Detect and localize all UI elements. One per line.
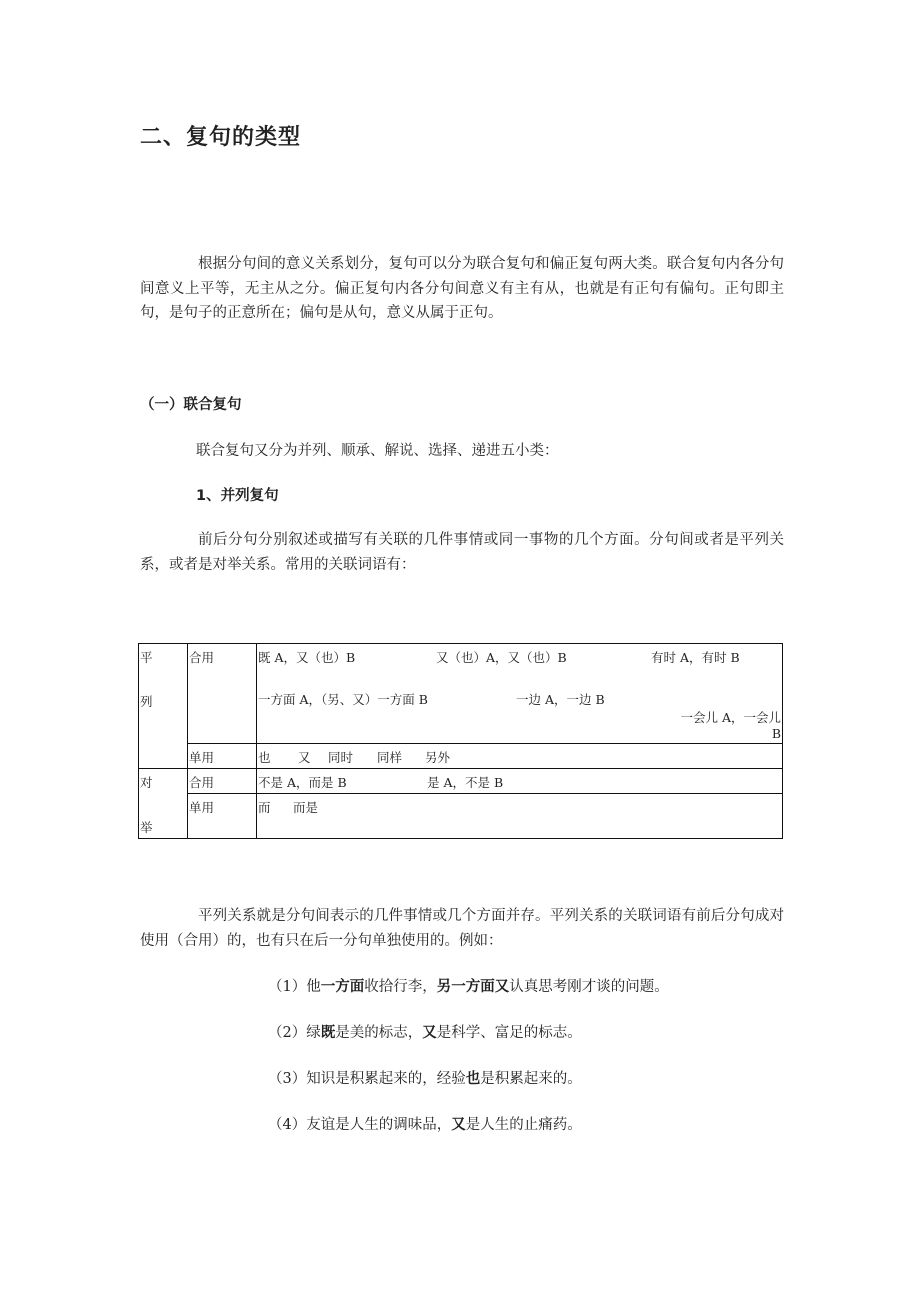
conjunction-pair: 不是 A，而是 B <box>258 775 347 790</box>
example-keyword: 另一方面又 <box>436 979 510 995</box>
usage-cell: 单用 <box>188 744 257 769</box>
example-number: （3） <box>268 1071 307 1087</box>
conjunction-pair: 既 A，又（也）B <box>258 650 356 665</box>
section-heading-joint-compound: （一）联合复句 <box>140 397 242 413</box>
category-cell-contrast <box>139 769 188 839</box>
example-text: 知识是积累起来的，经验 <box>306 1071 466 1087</box>
conjunctions-cell <box>257 644 783 744</box>
conjunction-word: 而 <box>258 800 271 815</box>
example-text: 他 <box>306 979 321 995</box>
conjunctions-cell <box>257 769 783 794</box>
usage-cell: 合用 <box>188 769 257 794</box>
subsection-heading-parallel: 1、并列复句 <box>196 488 279 504</box>
category-label-bottom: 列 <box>140 694 153 709</box>
example-text: 是人生的止痛药。 <box>465 1117 582 1133</box>
conjunction-pair: 一边 A，一边 B <box>516 692 605 707</box>
conjunction-line <box>258 690 781 741</box>
example-sentence-2 <box>268 1021 582 1042</box>
conjunction-word: 另外 <box>425 750 451 765</box>
category-label-top: 平 <box>140 650 153 665</box>
usage-cell: 合用 <box>188 644 257 744</box>
conjunction-line <box>258 748 781 766</box>
category-label-top: 对 <box>140 775 153 790</box>
example-text: 认真思考刚才谈的问题。 <box>509 979 669 995</box>
conjunction-pair: 有时 A，有时 B <box>651 650 740 665</box>
conjunction-table <box>138 643 783 839</box>
intro-paragraph: 根据分句间的意义关系划分，复句可以分为联合复句和偏正复句两大类。联合复句内各分句间意义上平等，无主从之分。偏正复句内各分句间意义有主有从，也就是有正句有偏句。正句即主句，是句子的正意所在；偏句是从句，意义从属于正句。 <box>140 256 784 321</box>
conjunction-word: 又 <box>298 750 311 765</box>
explanation-paragraph: 平列关系就是分句间表示的几件事情或几个方面并存。平列关系的关联词语有前后分句成对使用（合用）的，也有只在后一分句单独使用的。例如： <box>140 908 784 949</box>
example-keyword: 既 <box>320 1025 336 1041</box>
conjunction-pair: 又（也）A，又（也）B <box>436 650 567 665</box>
conjunction-line <box>258 798 781 816</box>
conjunction-line <box>258 648 781 690</box>
example-text: 友谊是人生的调味品， <box>306 1117 452 1133</box>
conjunction-word: 而是 <box>293 800 319 815</box>
example-text: 是科学、富足的标志。 <box>436 1025 582 1041</box>
table-row <box>139 794 783 839</box>
example-text: 绿 <box>306 1025 321 1041</box>
conjunction-word: 同时 <box>328 750 354 765</box>
usage-cell: 单用 <box>188 794 257 839</box>
conjunction-word: 也 <box>258 750 271 765</box>
conjunctions-cell <box>257 744 783 769</box>
example-keyword: 一方面 <box>320 979 365 995</box>
example-number: （1） <box>268 979 307 995</box>
table-row <box>139 644 783 744</box>
conjunction-pair: 是 A，不是 B <box>427 775 504 790</box>
example-text: 是积累起来的。 <box>480 1071 582 1087</box>
table-row <box>139 769 783 794</box>
example-text: 收拾行李， <box>364 979 437 995</box>
conjunction-pair: 一会儿 A，一会儿 B <box>680 710 781 741</box>
example-keyword: 又 <box>422 1025 437 1041</box>
example-text: 是美的标志， <box>335 1025 423 1041</box>
page-title: 二、复句的类型 <box>140 125 302 150</box>
example-keyword: 也 <box>465 1071 481 1087</box>
conjunction-line <box>258 773 781 791</box>
example-sentence-1 <box>268 975 669 996</box>
conjunctions-cell <box>257 794 783 839</box>
conjunction-word: 同样 <box>377 750 403 765</box>
example-keyword: 又 <box>451 1117 466 1133</box>
table-row <box>139 744 783 769</box>
category-label-bottom: 举 <box>140 820 153 835</box>
category-cell-parallel <box>139 644 188 769</box>
example-sentence-4 <box>268 1113 582 1134</box>
subsection-paragraph: 前后分句分别叙述或描写有关联的几件事情或同一事物的几个方面。分句间或者是平列关系，或者是对举关系。常用的关联词语有： <box>140 532 784 573</box>
example-sentence-3 <box>268 1067 582 1088</box>
example-number: （4） <box>268 1117 307 1133</box>
example-number: （2） <box>268 1025 307 1041</box>
section-summary: 联合复句又分为并列、顺承、解说、选择、递进五小类： <box>196 443 559 459</box>
conjunction-pair: 一方面 A，（另、又）一方面 B <box>258 692 428 707</box>
